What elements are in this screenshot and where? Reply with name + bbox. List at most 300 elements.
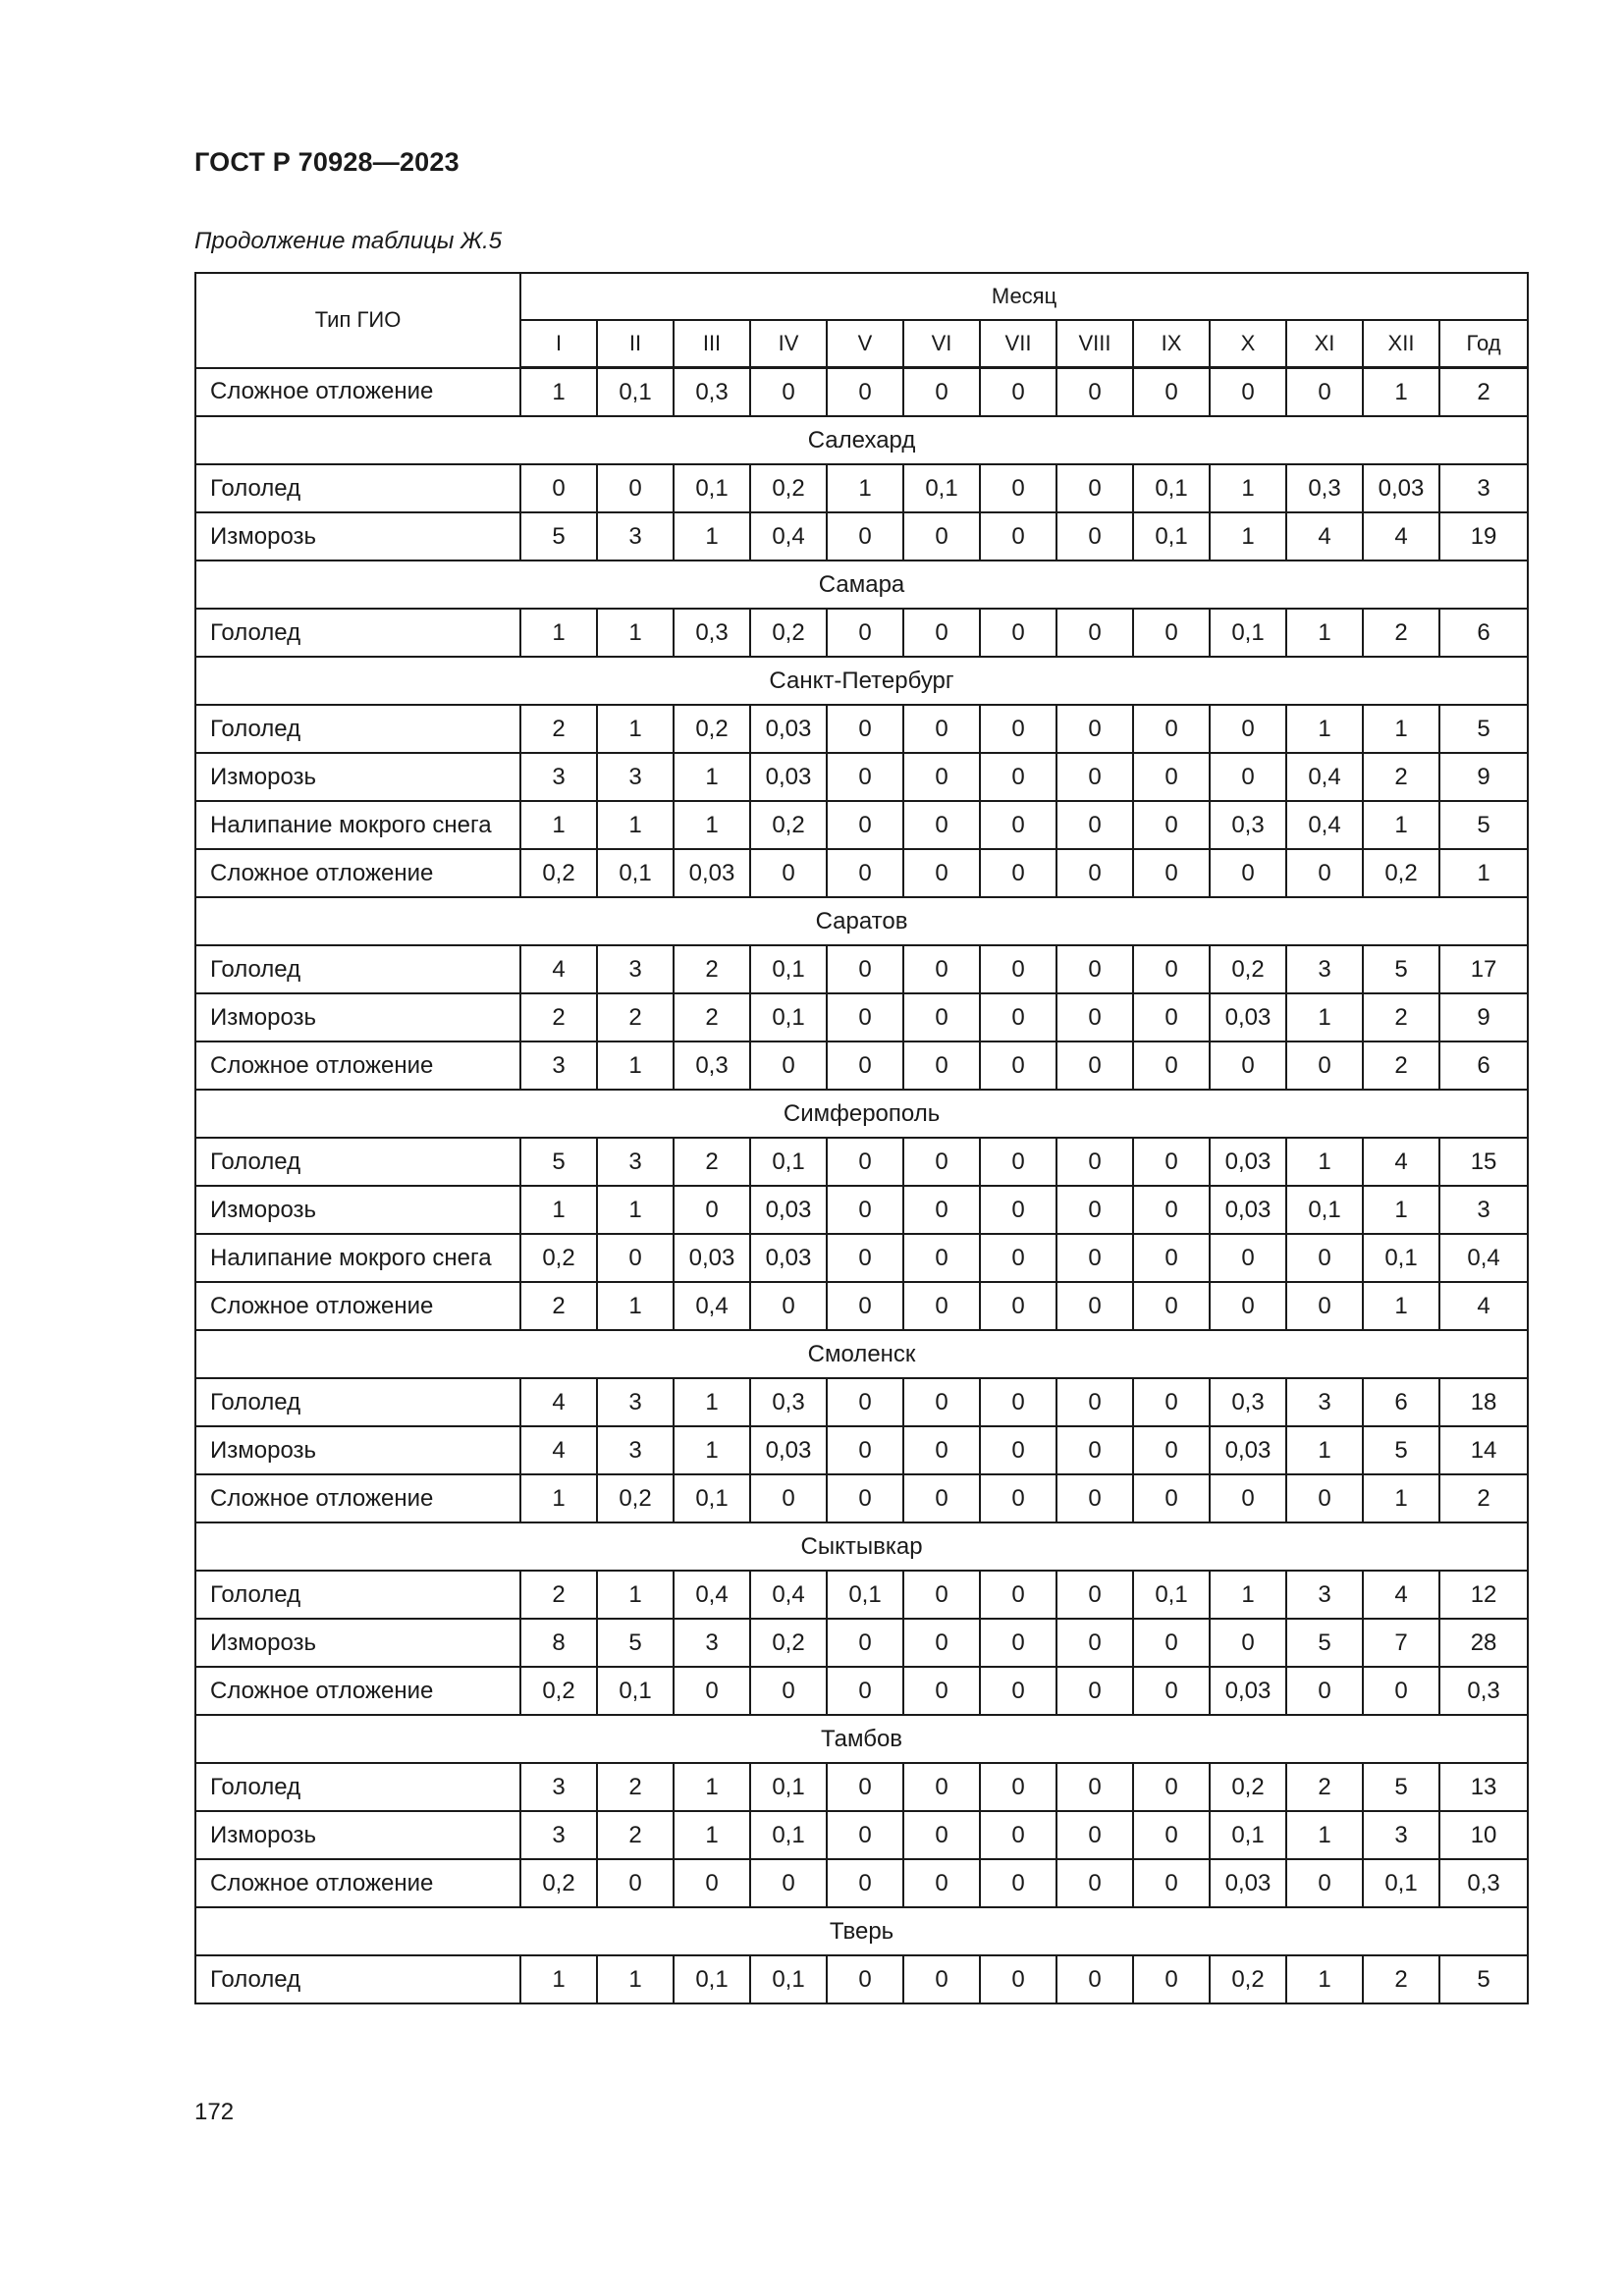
month-value-cell: 0	[750, 1282, 827, 1330]
month-value-cell: 0	[980, 753, 1056, 801]
month-value-cell: 4	[1363, 1138, 1439, 1186]
month-value-cell: 0	[827, 945, 903, 993]
month-value-cell: 0	[1133, 1378, 1210, 1426]
month-value-cell: 0,2	[750, 801, 827, 849]
year-value-cell: 0,4	[1439, 1234, 1528, 1282]
year-value-cell: 14	[1439, 1426, 1528, 1474]
month-value-cell: 0	[1056, 1667, 1133, 1715]
month-value-cell: 0,2	[520, 1859, 597, 1907]
month-value-cell: 1	[1363, 1186, 1439, 1234]
month-value-cell: 0,1	[1286, 1186, 1363, 1234]
month-value-cell: 0,1	[750, 1955, 827, 2003]
month-value-cell: 1	[597, 1186, 674, 1234]
city-name: Саратов	[195, 897, 1528, 945]
city-name: Самара	[195, 561, 1528, 609]
month-value-cell: 0	[827, 705, 903, 753]
month-value-cell: 1	[1286, 1955, 1363, 2003]
month-value-cell: 0	[980, 705, 1056, 753]
table-row	[195, 849, 1528, 897]
month-value-cell: 0	[1210, 753, 1286, 801]
table-row	[195, 512, 1528, 561]
deposit-type-cell: Гололед	[195, 1571, 520, 1619]
city-name: Санкт-Петербург	[195, 657, 1528, 705]
month-value-cell: 0	[1133, 753, 1210, 801]
month-value-cell: 0	[903, 1282, 980, 1330]
deposit-type-cell: Изморозь	[195, 512, 520, 561]
deposit-type-cell: Изморозь	[195, 1426, 520, 1474]
month-value-cell: 1	[520, 609, 597, 657]
month-value-cell: 0,03	[1210, 993, 1286, 1041]
month-value-cell: 0	[980, 801, 1056, 849]
month-value-cell: 0	[903, 705, 980, 753]
month-value-cell: 0	[1056, 1619, 1133, 1667]
month-value-cell: 2	[520, 705, 597, 753]
month-value-cell: 0,3	[750, 1378, 827, 1426]
month-value-cell: 0	[980, 1138, 1056, 1186]
month-value-cell: 0	[1133, 368, 1210, 417]
month-value-cell: 0,1	[1363, 1234, 1439, 1282]
month-value-cell: 2	[520, 993, 597, 1041]
city-row	[195, 1715, 1528, 1763]
month-value-cell: 1	[1286, 1426, 1363, 1474]
city-row	[195, 1330, 1528, 1378]
deposit-type-cell: Сложное отложение	[195, 1282, 520, 1330]
month-value-cell: 1	[1363, 368, 1439, 417]
deposit-type-cell: Сложное отложение	[195, 368, 520, 417]
month-value-cell: 1	[1363, 1282, 1439, 1330]
deposit-type-cell: Изморозь	[195, 1619, 520, 1667]
city-name: Салехард	[195, 416, 1528, 464]
deposit-type-cell: Изморозь	[195, 993, 520, 1041]
month-value-cell: 0,3	[674, 368, 750, 417]
month-value-cell: 0	[1056, 1571, 1133, 1619]
year-value-cell: 5	[1439, 705, 1528, 753]
col-header-2: II	[597, 320, 674, 368]
month-value-cell: 0	[827, 801, 903, 849]
month-value-cell: 0,1	[750, 1811, 827, 1859]
table-row	[195, 609, 1528, 657]
month-value-cell: 0	[1286, 368, 1363, 417]
month-value-cell: 0,1	[903, 464, 980, 512]
deposit-type-cell: Сложное отложение	[195, 1041, 520, 1090]
month-value-cell: 0	[674, 1186, 750, 1234]
month-value-cell: 0,2	[520, 849, 597, 897]
table-row	[195, 1186, 1528, 1234]
table-row	[195, 1763, 1528, 1811]
deposit-type-cell: Сложное отложение	[195, 1667, 520, 1715]
month-value-cell: 1	[597, 1955, 674, 2003]
month-value-cell: 0,3	[674, 609, 750, 657]
table-row	[195, 1378, 1528, 1426]
month-value-cell: 0	[1056, 1859, 1133, 1907]
month-value-cell: 2	[520, 1571, 597, 1619]
table-row	[195, 705, 1528, 753]
month-value-cell: 0	[903, 1234, 980, 1282]
month-value-cell: 0	[827, 1234, 903, 1282]
month-value-cell: 0	[1133, 1186, 1210, 1234]
month-value-cell: 3	[1286, 1378, 1363, 1426]
month-value-cell: 0	[750, 1474, 827, 1522]
month-value-cell: 0	[980, 1378, 1056, 1426]
col-header-12: XII	[1363, 320, 1439, 368]
month-value-cell: 0	[827, 1763, 903, 1811]
col-header-year: Год	[1439, 320, 1528, 368]
month-value-cell: 5	[520, 512, 597, 561]
month-value-cell: 0	[903, 753, 980, 801]
year-value-cell: 2	[1439, 368, 1528, 417]
month-value-cell: 0,4	[1286, 753, 1363, 801]
month-value-cell: 0,2	[520, 1667, 597, 1715]
month-value-cell: 0	[1133, 1138, 1210, 1186]
month-value-cell: 0	[1210, 849, 1286, 897]
year-value-cell: 9	[1439, 993, 1528, 1041]
month-value-cell: 0,03	[1210, 1138, 1286, 1186]
month-value-cell: 1	[1286, 1811, 1363, 1859]
month-value-cell: 2	[1363, 993, 1439, 1041]
col-header-9: IX	[1133, 320, 1210, 368]
table-row	[195, 1138, 1528, 1186]
month-value-cell: 1	[674, 512, 750, 561]
month-value-cell: 0	[1133, 993, 1210, 1041]
month-value-cell: 0	[1286, 1282, 1363, 1330]
month-value-cell: 0	[1210, 705, 1286, 753]
month-value-cell: 0	[1133, 1955, 1210, 2003]
month-value-cell: 1	[674, 1426, 750, 1474]
month-value-cell: 0	[903, 1955, 980, 2003]
month-value-cell: 0	[1056, 1763, 1133, 1811]
month-value-cell: 0	[1133, 1763, 1210, 1811]
month-value-cell: 0,4	[1286, 801, 1363, 849]
month-value-cell: 0	[1056, 993, 1133, 1041]
month-value-cell: 1	[597, 705, 674, 753]
month-value-cell: 1	[1286, 993, 1363, 1041]
month-value-cell: 0	[597, 1859, 674, 1907]
month-value-cell: 0,1	[1210, 609, 1286, 657]
month-value-cell: 0	[980, 1426, 1056, 1474]
month-value-cell: 0	[903, 801, 980, 849]
month-value-cell: 0	[1133, 1234, 1210, 1282]
year-value-cell: 0,3	[1439, 1859, 1528, 1907]
month-value-cell: 0	[903, 512, 980, 561]
document-title: ГОСТ Р 70928—2023	[194, 147, 460, 177]
month-value-cell: 0,03	[1210, 1667, 1286, 1715]
city-name: Тверь	[195, 1907, 1528, 1955]
month-value-cell: 0	[750, 1667, 827, 1715]
month-value-cell: 3	[597, 945, 674, 993]
month-value-cell: 0	[980, 1186, 1056, 1234]
month-value-cell: 3	[520, 1763, 597, 1811]
month-value-cell: 0,1	[750, 993, 827, 1041]
month-value-cell: 0	[980, 1234, 1056, 1282]
col-header-11: XI	[1286, 320, 1363, 368]
month-value-cell: 0	[1133, 801, 1210, 849]
month-value-cell: 3	[520, 753, 597, 801]
month-value-cell: 1	[827, 464, 903, 512]
month-value-cell: 0	[980, 945, 1056, 993]
month-value-cell: 0,03	[1210, 1186, 1286, 1234]
month-value-cell: 7	[1363, 1619, 1439, 1667]
month-value-cell: 4	[1363, 512, 1439, 561]
month-value-cell: 1	[597, 1041, 674, 1090]
month-value-cell: 0	[980, 1619, 1056, 1667]
month-value-cell: 0	[597, 464, 674, 512]
month-value-cell: 0,2	[750, 1619, 827, 1667]
month-value-cell: 0,1	[597, 1667, 674, 1715]
month-value-cell: 0	[827, 753, 903, 801]
month-value-cell: 0	[980, 464, 1056, 512]
month-value-cell: 0	[980, 1282, 1056, 1330]
month-value-cell: 0	[903, 609, 980, 657]
month-value-cell: 2	[1286, 1763, 1363, 1811]
month-value-cell: 0	[980, 1859, 1056, 1907]
year-value-cell: 6	[1439, 609, 1528, 657]
table-row	[195, 753, 1528, 801]
month-value-cell: 0	[980, 849, 1056, 897]
month-value-cell: 1	[1210, 512, 1286, 561]
month-value-cell: 0	[903, 1041, 980, 1090]
month-value-cell: 0	[1133, 1619, 1210, 1667]
year-value-cell: 6	[1439, 1041, 1528, 1090]
month-value-cell: 0	[1210, 1234, 1286, 1282]
month-value-cell: 6	[1363, 1378, 1439, 1426]
month-value-cell: 2	[1363, 1955, 1439, 2003]
deposit-type-cell: Гололед	[195, 1955, 520, 2003]
table-row	[195, 1041, 1528, 1090]
table-row	[195, 368, 1528, 417]
month-value-cell: 0	[827, 1811, 903, 1859]
table-row	[195, 1955, 1528, 2003]
month-value-cell: 0	[1286, 1234, 1363, 1282]
city-row	[195, 1907, 1528, 1955]
month-value-cell: 0	[827, 1667, 903, 1715]
month-value-cell: 0	[1056, 368, 1133, 417]
month-value-cell: 0	[903, 849, 980, 897]
month-value-cell: 0	[1056, 1234, 1133, 1282]
month-value-cell: 0	[827, 1955, 903, 2003]
month-value-cell: 0	[1056, 464, 1133, 512]
month-value-cell: 0	[1056, 609, 1133, 657]
month-value-cell: 1	[1210, 464, 1286, 512]
month-value-cell: 0	[1133, 1474, 1210, 1522]
month-value-cell: 0	[1286, 849, 1363, 897]
deposit-type-cell: Изморозь	[195, 1811, 520, 1859]
table-row	[195, 1282, 1528, 1330]
city-row	[195, 897, 1528, 945]
month-value-cell: 0,1	[1210, 1811, 1286, 1859]
month-value-cell: 1	[597, 1571, 674, 1619]
month-value-cell: 0	[903, 1619, 980, 1667]
month-value-cell: 0,2	[597, 1474, 674, 1522]
year-value-cell: 4	[1439, 1282, 1528, 1330]
ice-deposits-table	[194, 272, 1529, 2004]
table-row	[195, 1426, 1528, 1474]
table-row	[195, 993, 1528, 1041]
month-value-cell: 0	[827, 993, 903, 1041]
month-value-cell: 5	[1363, 1763, 1439, 1811]
month-value-cell: 1	[674, 801, 750, 849]
deposit-type-cell: Гололед	[195, 1378, 520, 1426]
month-value-cell: 0	[980, 1667, 1056, 1715]
month-value-cell: 0	[903, 1667, 980, 1715]
month-value-cell: 0	[750, 1041, 827, 1090]
month-value-cell: 1	[1286, 609, 1363, 657]
month-value-cell: 0	[674, 1859, 750, 1907]
month-value-cell: 0	[1133, 705, 1210, 753]
month-value-cell: 0	[1056, 1426, 1133, 1474]
month-value-cell: 0	[827, 1186, 903, 1234]
month-value-cell: 0,03	[674, 849, 750, 897]
month-value-cell: 0	[827, 849, 903, 897]
table-body	[195, 368, 1528, 2004]
table-row	[195, 1667, 1528, 1715]
month-value-cell: 1	[597, 1282, 674, 1330]
month-value-cell: 0	[903, 993, 980, 1041]
month-value-cell: 0	[1056, 1811, 1133, 1859]
month-value-cell: 0,03	[750, 1186, 827, 1234]
month-value-cell: 0	[903, 1426, 980, 1474]
month-value-cell: 0,2	[1363, 849, 1439, 897]
month-value-cell: 0	[1210, 1474, 1286, 1522]
month-value-cell: 0	[827, 368, 903, 417]
month-value-cell: 0,2	[1210, 1955, 1286, 2003]
deposit-type-cell: Гололед	[195, 1763, 520, 1811]
year-value-cell: 18	[1439, 1378, 1528, 1426]
month-value-cell: 3	[520, 1811, 597, 1859]
month-value-cell: 2	[674, 945, 750, 993]
col-header-4: IV	[750, 320, 827, 368]
month-value-cell: 1	[674, 753, 750, 801]
year-value-cell: 9	[1439, 753, 1528, 801]
month-value-cell: 0	[903, 1811, 980, 1859]
month-value-cell: 5	[520, 1138, 597, 1186]
month-value-cell: 5	[1363, 945, 1439, 993]
city-row	[195, 1522, 1528, 1571]
year-value-cell: 1	[1439, 849, 1528, 897]
month-value-cell: 0	[1056, 1474, 1133, 1522]
month-value-cell: 0,1	[750, 945, 827, 993]
col-header-8: VIII	[1056, 320, 1133, 368]
month-value-cell: 0,2	[674, 705, 750, 753]
month-value-cell: 0,03	[750, 1234, 827, 1282]
month-value-cell: 0,1	[674, 1474, 750, 1522]
deposit-type-cell: Гололед	[195, 464, 520, 512]
col-header-3: III	[674, 320, 750, 368]
year-value-cell: 5	[1439, 1955, 1528, 2003]
month-value-cell: 0,03	[1363, 464, 1439, 512]
month-value-cell: 2	[520, 1282, 597, 1330]
year-value-cell: 15	[1439, 1138, 1528, 1186]
month-value-cell: 0	[903, 945, 980, 993]
month-value-cell: 8	[520, 1619, 597, 1667]
city-name: Симферополь	[195, 1090, 1528, 1138]
month-value-cell: 0	[903, 368, 980, 417]
month-value-cell: 3	[1363, 1811, 1439, 1859]
month-value-cell: 0	[980, 1474, 1056, 1522]
month-value-cell: 0	[903, 1474, 980, 1522]
month-value-cell: 0	[903, 1138, 980, 1186]
month-value-cell: 4	[1363, 1571, 1439, 1619]
deposit-type-cell: Сложное отложение	[195, 849, 520, 897]
month-header: Месяц	[520, 273, 1528, 320]
month-value-cell: 0	[1056, 705, 1133, 753]
month-value-cell: 3	[1286, 945, 1363, 993]
deposit-type-cell: Гололед	[195, 945, 520, 993]
month-value-cell: 1	[1286, 705, 1363, 753]
deposit-type-cell: Налипание мокрого снега	[195, 801, 520, 849]
month-value-cell: 0	[1286, 1474, 1363, 1522]
month-value-cell: 0,4	[674, 1282, 750, 1330]
month-value-cell: 0	[827, 1138, 903, 1186]
month-value-cell: 0,03	[750, 1426, 827, 1474]
month-value-cell: 0	[827, 1426, 903, 1474]
year-value-cell: 28	[1439, 1619, 1528, 1667]
year-value-cell: 3	[1439, 1186, 1528, 1234]
month-value-cell: 0	[1056, 512, 1133, 561]
city-row	[195, 416, 1528, 464]
month-value-cell: 2	[597, 993, 674, 1041]
month-value-cell: 0	[1056, 753, 1133, 801]
month-value-cell: 0	[1056, 1186, 1133, 1234]
month-value-cell: 0	[1210, 1619, 1286, 1667]
month-value-cell: 0,4	[674, 1571, 750, 1619]
month-value-cell: 2	[674, 1138, 750, 1186]
table-caption: Продолжение таблицы Ж.5	[194, 228, 503, 254]
month-value-cell: 0	[1133, 609, 1210, 657]
month-value-cell: 3	[1286, 1571, 1363, 1619]
month-value-cell: 2	[1363, 1041, 1439, 1090]
month-value-cell: 1	[1363, 1474, 1439, 1522]
month-value-cell: 0,2	[750, 609, 827, 657]
month-value-cell: 5	[1363, 1426, 1439, 1474]
month-value-cell: 0	[1286, 1859, 1363, 1907]
month-value-cell: 3	[597, 753, 674, 801]
month-value-cell: 0	[827, 1859, 903, 1907]
month-value-cell: 0,1	[597, 368, 674, 417]
month-value-cell: 1	[520, 1955, 597, 2003]
month-value-cell: 1	[520, 1474, 597, 1522]
city-row	[195, 657, 1528, 705]
month-value-cell: 4	[520, 1426, 597, 1474]
month-value-cell: 0	[1210, 1282, 1286, 1330]
table-row	[195, 1811, 1528, 1859]
deposit-type-cell: Гололед	[195, 1138, 520, 1186]
month-value-cell: 0,2	[750, 464, 827, 512]
month-value-cell: 0	[980, 609, 1056, 657]
month-value-cell: 0,3	[1286, 464, 1363, 512]
month-value-cell: 0,1	[674, 1955, 750, 2003]
month-value-cell: 0	[1133, 849, 1210, 897]
month-value-cell: 0	[1056, 1378, 1133, 1426]
month-value-cell: 0	[1056, 1955, 1133, 2003]
table-row	[195, 801, 1528, 849]
month-value-cell: 0	[1056, 801, 1133, 849]
month-value-cell: 0,3	[1210, 1378, 1286, 1426]
month-value-cell: 0	[1056, 945, 1133, 993]
table-row	[195, 945, 1528, 993]
deposit-type-cell: Изморозь	[195, 1186, 520, 1234]
year-value-cell: 2	[1439, 1474, 1528, 1522]
month-value-cell: 0,4	[750, 512, 827, 561]
month-value-cell: 0	[903, 1571, 980, 1619]
month-value-cell: 0	[1056, 849, 1133, 897]
month-value-cell: 0,03	[1210, 1859, 1286, 1907]
deposit-type-cell: Гололед	[195, 609, 520, 657]
month-value-cell: 1	[674, 1378, 750, 1426]
month-value-cell: 1	[597, 801, 674, 849]
month-value-cell: 0,1	[1133, 464, 1210, 512]
table-row	[195, 1474, 1528, 1522]
year-value-cell: 13	[1439, 1763, 1528, 1811]
